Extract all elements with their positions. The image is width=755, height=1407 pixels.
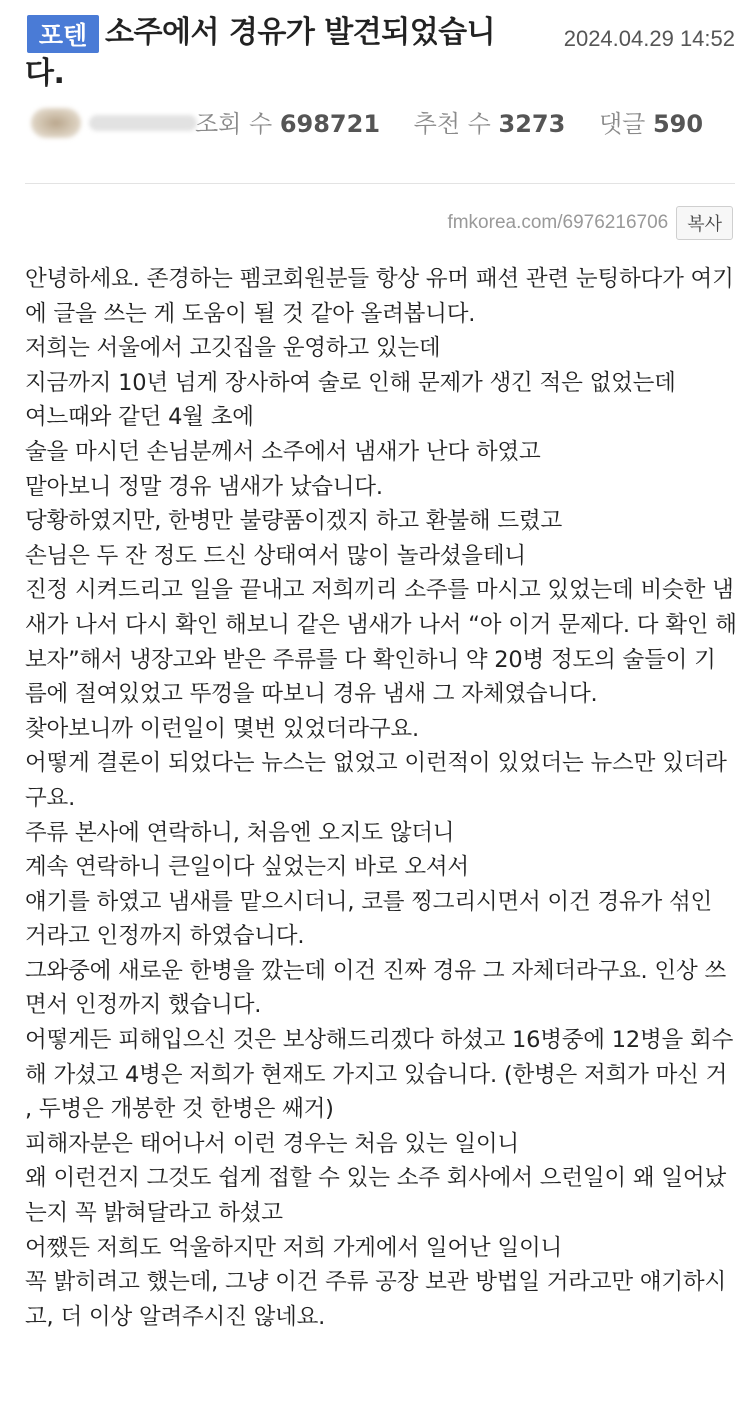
body-paragraph: 왜 이런건지 그것도 쉽게 접할 수 있는 소주 회사에서 으런일이 왜 일어났는지 꼭 밝혀달라고 하셨고 bbox=[25, 1165, 726, 1227]
comments-count: 590 bbox=[652, 110, 704, 138]
post-stats bbox=[195, 104, 729, 139]
body-paragraph: 손님은 두 잔 정도 드신 상태여서 많이 놀라셨을테니 bbox=[25, 542, 526, 569]
body-paragraph: 진정 시켜드리고 일을 끝내고 저희끼리 소주를 마시고 있었는데 비슷한 냄새가 나서 다시 확인 해보니 같은 냄새가 나서 “아 이거 문제다. 다 확인 해보자”해서 냉장고와 받은 주류를 다 확인하니 약 20병 정도의 술들이 기름에 절여있었고 뚜껑을 따보니 경유 냄새 그 자체였습니다. bbox=[25, 577, 737, 708]
body-paragraph: 피해자분은 태어나서 이런 경우는 처음 있는 일이니 bbox=[25, 1130, 519, 1157]
body-paragraph: 얘기를 하였고 냄새를 맡으시더니, 코를 찡그리시면서 이건 경유가 섞인 거라고 인정까지 하였습니다. bbox=[25, 888, 713, 950]
copy-link-button[interactable]: 복사 bbox=[676, 206, 733, 240]
body-paragraph: 어쨌든 저희도 억울하지만 저희 가게에서 일어난 일이니 bbox=[25, 1234, 563, 1261]
avatar[interactable] bbox=[31, 108, 81, 138]
body-paragraph: 당황하였지만, 한병만 불량품이겠지 하고 환불해 드렸고 bbox=[25, 508, 563, 535]
likes-count: 3273 bbox=[498, 110, 566, 138]
body-paragraph: 어떻게든 피해입으신 것은 보상해드리겠다 하셨고 16병중에 12병을 회수해 가셨고 4병은 저희가 현재도 가지고 있습니다. (한병은 저희가 마신 거 , 두병은 개봉한 것 한병은 쌔거) bbox=[25, 1027, 734, 1123]
body-paragraph: 저희는 서울에서 고깃집을 운영하고 있는데 bbox=[25, 335, 441, 362]
likes-label: 추천 수 bbox=[413, 110, 491, 138]
body-paragraph: 맡아보니 정말 경유 냄새가 났습니다. bbox=[25, 473, 383, 500]
comments-label: 댓글 bbox=[598, 110, 646, 138]
body-paragraph: 여느때와 같던 4월 초에 bbox=[25, 404, 254, 431]
category-badge[interactable]: 포텐 bbox=[27, 15, 99, 53]
body-paragraph: 그와중에 새로운 한병을 깠는데 이건 진짜 경유 그 자체더라구요. 인상 쓰면서 인정까지 했습니다. bbox=[25, 957, 726, 1019]
post-header bbox=[25, 10, 735, 90]
header-divider bbox=[25, 183, 735, 184]
post-date: 2024.04.29 14:52 bbox=[563, 26, 735, 51]
post-link-row bbox=[447, 206, 733, 240]
body-paragraph: 찾아보니까 이런일이 몇번 있었더라구요. bbox=[25, 715, 419, 742]
body-paragraph: 지금까지 10년 넘게 장사하여 술로 인해 문제가 생긴 적은 없었는데 bbox=[25, 369, 676, 396]
body-paragraph: 주류 본사에 연락하니, 처음엔 오지도 않더니 bbox=[25, 819, 455, 846]
body-paragraph: 계속 연락하니 큰일이다 싶었는지 바로 오셔서 bbox=[25, 854, 469, 881]
views-count: 698721 bbox=[279, 110, 381, 138]
post-title: 소주에서 경유가 발견되었습니다. bbox=[25, 15, 496, 91]
post-meta bbox=[25, 102, 735, 144]
views-label: 조회 수 bbox=[195, 110, 273, 138]
body-paragraph: 안녕하세요. 존경하는 펨코회원분들 항상 유머 패션 관련 눈팅하다가 여기에 글을 쓰는 게 도움이 될 것 같아 올려봅니다. bbox=[25, 266, 734, 327]
body-paragraph: 술을 마시던 손님분께서 소주에서 냄새가 난다 하였고 bbox=[25, 438, 541, 465]
post-body bbox=[25, 262, 737, 1334]
body-paragraph: 어떻게 결론이 되었다는 뉴스는 없었고 이런적이 있었더는 뉴스만 있더라구요. bbox=[25, 750, 727, 811]
post-url[interactable]: fmkorea.com/6976216706 bbox=[447, 212, 669, 233]
author-name-blurred[interactable] bbox=[89, 115, 197, 131]
body-paragraph: 꼭 밝히려고 했는데, 그냥 이건 주류 공장 보관 방법일 거라고만 얘기하시고, 더 이상 알려주시진 않네요. bbox=[25, 1269, 726, 1330]
